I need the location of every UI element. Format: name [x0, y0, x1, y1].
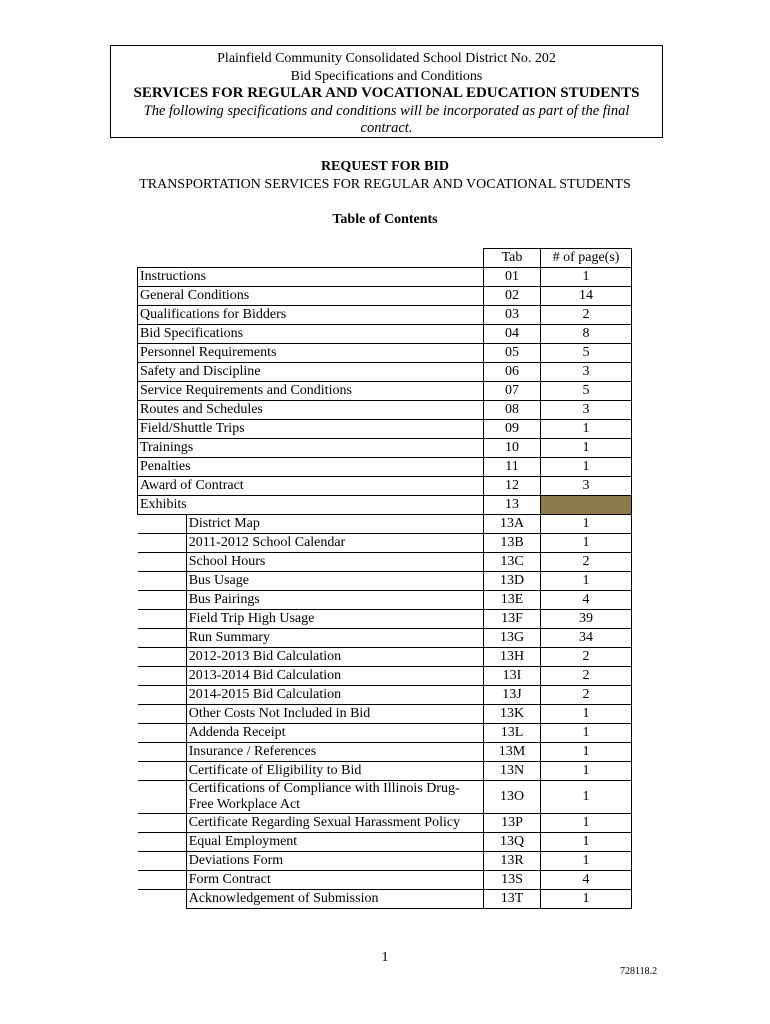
toc-subitem-tab: 13H [484, 648, 541, 667]
toc-subitem-label: 2011-2012 School Calendar [186, 534, 483, 553]
toc-item-pages [541, 496, 632, 515]
toc-row [138, 401, 632, 420]
toc-subitem-tab: 13F [484, 610, 541, 629]
toc-subrow [138, 515, 632, 534]
toc-indent [138, 629, 187, 648]
toc-item-label: Award of Contract [138, 477, 484, 496]
toc-row [138, 382, 632, 401]
toc-subrow [138, 534, 632, 553]
toc-item-tab: 13 [484, 496, 541, 515]
toc-row [138, 496, 632, 515]
toc-item-label: Trainings [138, 439, 484, 458]
toc-indent [138, 852, 187, 871]
toc-row [138, 420, 632, 439]
toc-subitem-pages: 1 [541, 724, 632, 743]
toc-indent [138, 871, 187, 890]
toc-item-tab: 06 [484, 363, 541, 382]
toc-subitem-tab: 13B [484, 534, 541, 553]
toc-indent [138, 572, 187, 591]
toc-subitem-tab: 13M [484, 743, 541, 762]
toc-item-tab: 12 [484, 477, 541, 496]
toc-subitem-tab: 13T [484, 890, 541, 909]
toc-subitem-tab: 13A [484, 515, 541, 534]
toc-subitem-label: Certifications of Compliance with Illinois Drug-Free Workplace Act [186, 781, 483, 814]
toc-subitem-pages: 2 [541, 648, 632, 667]
toc-indent [138, 686, 187, 705]
toc-subrow [138, 629, 632, 648]
toc-subitem-label: Addenda Receipt [186, 724, 483, 743]
toc-subitem-pages: 1 [541, 814, 632, 833]
toc-indent [138, 743, 187, 762]
toc-item-label: General Conditions [138, 287, 484, 306]
toc-subitem-label: Certificate of Eligibility to Bid [186, 762, 483, 781]
toc-item-tab: 03 [484, 306, 541, 325]
incorporation-note-cont: contract. [360, 120, 413, 136]
toc-subitem-label: Form Contract [186, 871, 483, 890]
toc-subrow [138, 686, 632, 705]
toc-subitem-label: District Map [186, 515, 483, 534]
toc-header-blank [138, 249, 484, 268]
toc-subitem-tab: 13G [484, 629, 541, 648]
toc-subrow [138, 833, 632, 852]
toc-item-label: Personnel Requirements [138, 344, 484, 363]
toc-item-tab: 04 [484, 325, 541, 344]
toc-item-pages: 1 [541, 458, 632, 477]
toc-subrow [138, 705, 632, 724]
header-box [110, 45, 663, 138]
toc-subitem-pages: 1 [541, 762, 632, 781]
toc-item-pages: 1 [541, 439, 632, 458]
toc-subitem-label: Certificate Regarding Sexual Harassment Policy [186, 814, 483, 833]
toc-subrow [138, 781, 632, 814]
toc-indent [138, 762, 187, 781]
toc-item-label: Safety and Discipline [138, 363, 484, 382]
toc-subrow [138, 724, 632, 743]
toc-item-label: Penalties [138, 458, 484, 477]
toc-item-pages: 14 [541, 287, 632, 306]
toc-item-label: Bid Specifications [138, 325, 484, 344]
toc-item-label: Routes and Schedules [138, 401, 484, 420]
tab-column-header: Tab [484, 249, 541, 268]
toc-indent [138, 534, 187, 553]
toc-subitem-pages: 39 [541, 610, 632, 629]
incorporation-note: The following specifications and conditions will be incorporated as part of the final [143, 102, 630, 119]
toc-subitem-pages: 1 [541, 534, 632, 553]
page-number: 1 [381, 950, 389, 965]
toc-indent [138, 705, 187, 724]
toc-item-tab: 07 [484, 382, 541, 401]
toc-row [138, 287, 632, 306]
toc-subitem-pages: 2 [541, 667, 632, 686]
toc-subitem-pages: 1 [541, 852, 632, 871]
toc-subitem-label: 2013-2014 Bid Calculation [186, 667, 483, 686]
request-subtitle: TRANSPORTATION SERVICES FOR REGULAR AND VOCATIONAL STUDENTS [139, 177, 631, 192]
toc-indent [138, 833, 187, 852]
toc-header-row [138, 249, 632, 268]
toc-subrow [138, 591, 632, 610]
toc-item-tab: 02 [484, 287, 541, 306]
toc-subitem-pages: 1 [541, 890, 632, 909]
toc-subitem-pages: 4 [541, 871, 632, 890]
toc-subitem-tab: 13R [484, 852, 541, 871]
toc-subitem-pages: 1 [541, 781, 632, 814]
toc-subitem-pages: 1 [541, 572, 632, 591]
toc-item-pages: 3 [541, 477, 632, 496]
services-heading: SERVICES FOR REGULAR AND VOCATIONAL EDUCATION STUDENTS [133, 85, 640, 101]
doc-subtitle: Bid Specifications and Conditions [290, 68, 483, 84]
toc-title: Table of Contents [332, 212, 438, 227]
toc-item-pages: 1 [541, 268, 632, 287]
toc-subitem-tab: 13I [484, 667, 541, 686]
toc-subrow [138, 852, 632, 871]
toc-row [138, 458, 632, 477]
toc-subitem-pages: 2 [541, 553, 632, 572]
toc-item-label: Qualifications for Bidders [138, 306, 484, 325]
toc-item-tab: 11 [484, 458, 541, 477]
toc-subitem-tab: 13E [484, 591, 541, 610]
toc-subitem-label: Acknowledgement of Submission [186, 890, 483, 909]
toc-subrow [138, 743, 632, 762]
toc-subrow [138, 890, 632, 909]
toc-subitem-label: Field Trip High Usage [186, 610, 483, 629]
toc-indent [138, 667, 187, 686]
toc-subitem-tab: 13J [484, 686, 541, 705]
toc-subrow [138, 610, 632, 629]
toc-indent [138, 553, 187, 572]
toc-subrow [138, 762, 632, 781]
toc-item-pages: 3 [541, 401, 632, 420]
toc-indent [138, 648, 187, 667]
toc-indent [138, 890, 187, 909]
toc-subitem-pages: 1 [541, 515, 632, 534]
toc-indent [138, 515, 187, 534]
toc-item-tab: 08 [484, 401, 541, 420]
toc-item-tab: 01 [484, 268, 541, 287]
toc-subrow [138, 814, 632, 833]
pages-column-header: # of page(s) [541, 249, 632, 268]
toc-subitem-label: School Hours [186, 553, 483, 572]
toc-subitem-label: Other Costs Not Included in Bid [186, 705, 483, 724]
toc-indent [138, 610, 187, 629]
toc-item-tab: 05 [484, 344, 541, 363]
request-title: REQUEST FOR BID [320, 159, 450, 174]
toc-subitem-pages: 1 [541, 833, 632, 852]
toc-subitem-tab: 13C [484, 553, 541, 572]
toc-item-tab: 10 [484, 439, 541, 458]
toc-subitem-tab: 13N [484, 762, 541, 781]
toc-subitem-label: Deviations Form [186, 852, 483, 871]
toc-subitem-tab: 13S [484, 871, 541, 890]
toc-item-pages: 5 [541, 382, 632, 401]
toc-row [138, 439, 632, 458]
toc-subitem-pages: 2 [541, 686, 632, 705]
toc-item-tab: 09 [484, 420, 541, 439]
toc-item-pages: 5 [541, 344, 632, 363]
toc-subitem-pages: 1 [541, 705, 632, 724]
toc-subitem-pages: 1 [541, 743, 632, 762]
toc-subitem-pages: 4 [541, 591, 632, 610]
toc-subitem-label: Bus Pairings [186, 591, 483, 610]
toc-item-pages: 3 [541, 363, 632, 382]
toc-subrow [138, 667, 632, 686]
toc-subrow [138, 572, 632, 591]
toc-item-pages: 1 [541, 420, 632, 439]
toc-row [138, 325, 632, 344]
toc-subitem-tab: 13Q [484, 833, 541, 852]
toc-item-label: Service Requirements and Conditions [138, 382, 484, 401]
toc-item-pages: 2 [541, 306, 632, 325]
toc-indent [138, 591, 187, 610]
toc-item-label: Instructions [138, 268, 484, 287]
toc-subitem-tab: 13P [484, 814, 541, 833]
district-name: Plainfield Community Consolidated School District No. 202 [217, 51, 556, 66]
toc-subitem-tab: 13L [484, 724, 541, 743]
toc-row [138, 363, 632, 382]
toc-subitem-label: 2014-2015 Bid Calculation [186, 686, 483, 705]
toc-indent [138, 724, 187, 743]
toc-subitem-pages: 34 [541, 629, 632, 648]
document-code: 728118.2 [620, 966, 658, 977]
toc-subrow [138, 871, 632, 890]
toc-subitem-label: Bus Usage [186, 572, 483, 591]
toc-indent [138, 781, 187, 814]
toc-table [137, 248, 632, 909]
toc-subitem-tab: 13K [484, 705, 541, 724]
toc-subitem-label: Run Summary [186, 629, 483, 648]
toc-subrow [138, 553, 632, 572]
toc-subitem-label: Insurance / References [186, 743, 483, 762]
toc-row [138, 477, 632, 496]
toc-subrow [138, 648, 632, 667]
toc-subitem-label: 2012-2013 Bid Calculation [186, 648, 483, 667]
toc-subitem-tab: 13D [484, 572, 541, 591]
toc-subitem-tab: 13O [484, 781, 541, 814]
toc-item-pages: 8 [541, 325, 632, 344]
toc-item-label: Exhibits [138, 496, 484, 515]
toc-row [138, 306, 632, 325]
toc-row [138, 268, 632, 287]
toc-item-label: Field/Shuttle Trips [138, 420, 484, 439]
toc-indent [138, 814, 187, 833]
toc-row [138, 344, 632, 363]
toc-subitem-label: Equal Employment [186, 833, 483, 852]
